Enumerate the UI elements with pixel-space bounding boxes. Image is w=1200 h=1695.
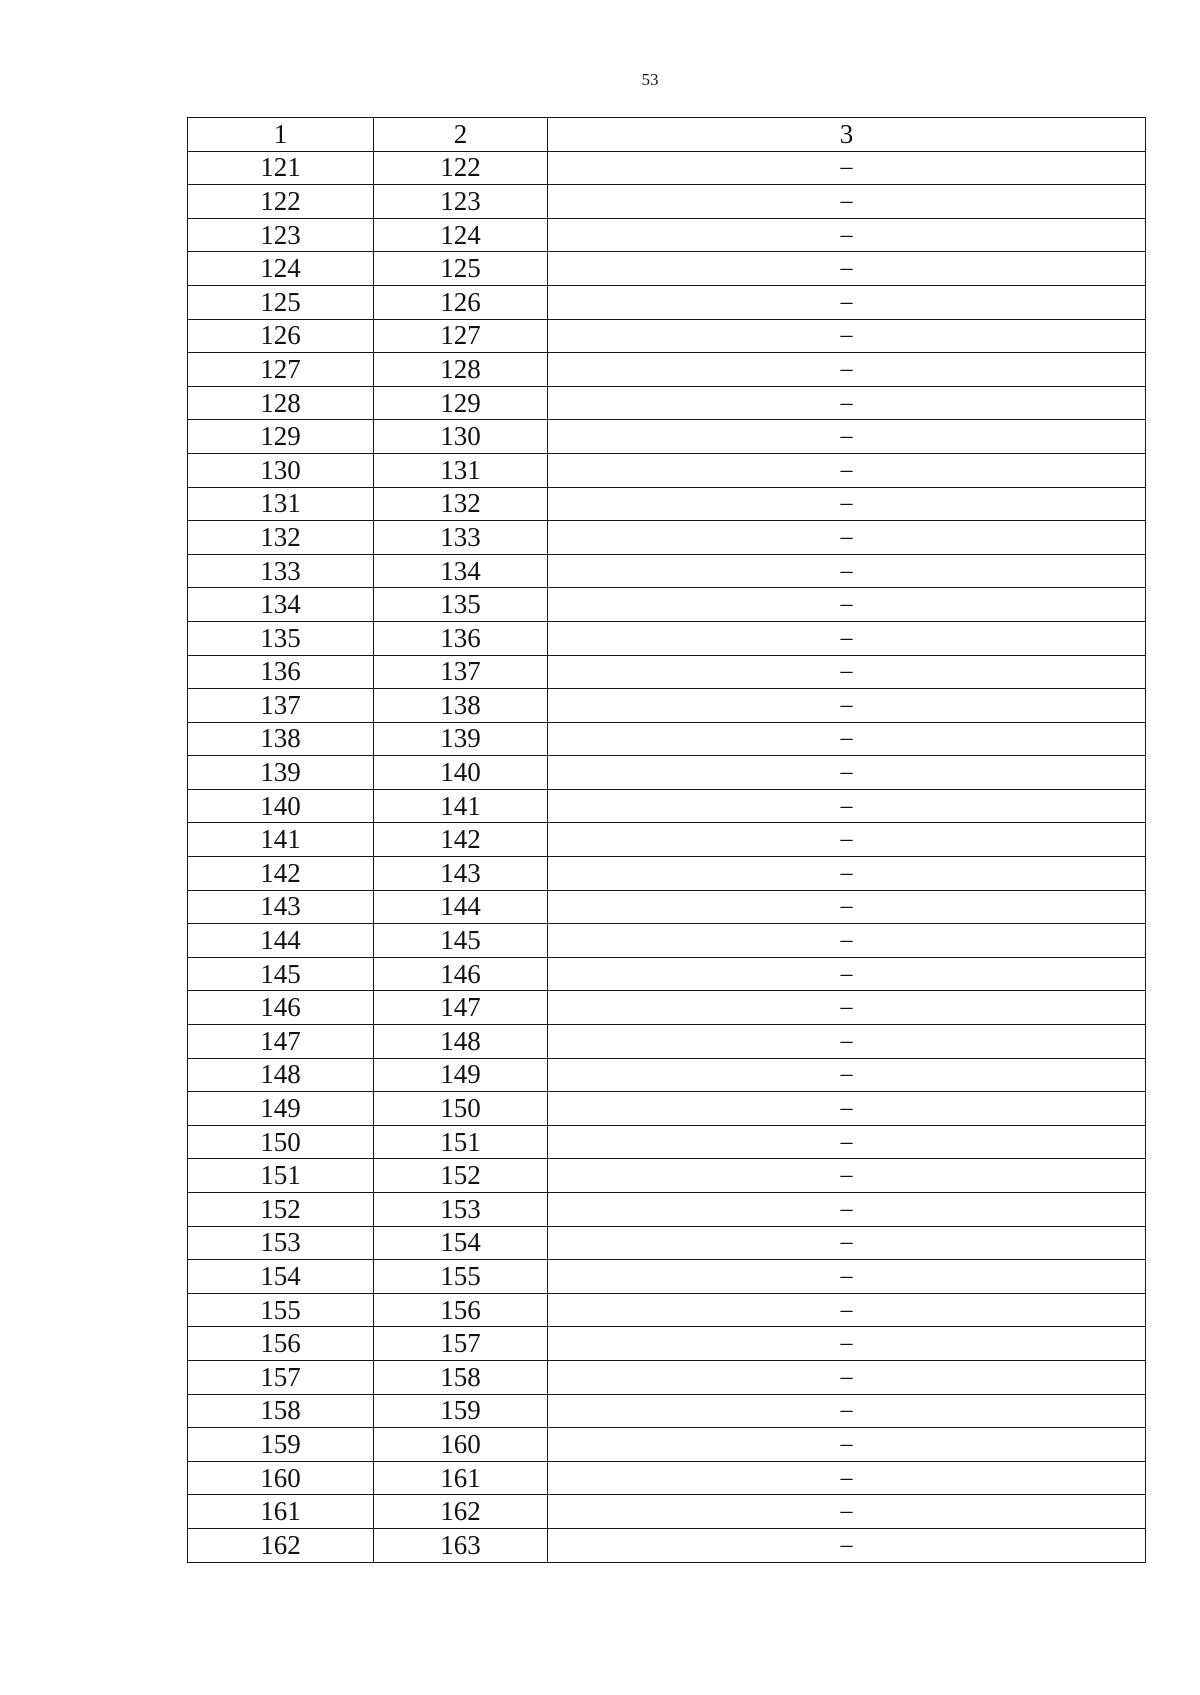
table-cell-col1: 154 bbox=[188, 1260, 374, 1294]
table-cell-col2: 122 bbox=[374, 151, 548, 185]
table-cell-col1: 122 bbox=[188, 185, 374, 219]
table-cell-col1: 134 bbox=[188, 588, 374, 622]
table-row bbox=[188, 252, 1146, 286]
table-cell-col1: 129 bbox=[188, 420, 374, 454]
table-cell-col2: 142 bbox=[374, 823, 548, 857]
table-cell-col3: – bbox=[548, 285, 1146, 319]
table-cell-col3: – bbox=[548, 319, 1146, 353]
table-row bbox=[188, 420, 1146, 454]
table-cell-col1: 127 bbox=[188, 353, 374, 387]
table-cell-col2: 131 bbox=[374, 453, 548, 487]
table-row bbox=[188, 588, 1146, 622]
table-cell-col3: – bbox=[548, 1260, 1146, 1294]
table-cell-col1: 142 bbox=[188, 857, 374, 891]
table-cell-col1: 158 bbox=[188, 1394, 374, 1428]
table-cell-col3: – bbox=[548, 353, 1146, 387]
table-cell-col2: 124 bbox=[374, 218, 548, 252]
table-cell-col1: 128 bbox=[188, 386, 374, 420]
table-row bbox=[188, 1260, 1146, 1294]
table-row bbox=[188, 621, 1146, 655]
table-cell-col1: 152 bbox=[188, 1193, 374, 1227]
table-cell-col1: 160 bbox=[188, 1461, 374, 1495]
table-row bbox=[188, 1461, 1146, 1495]
table-row bbox=[188, 1528, 1146, 1562]
table-cell-col3: – bbox=[548, 151, 1146, 185]
table-cell-col1: 141 bbox=[188, 823, 374, 857]
table-cell-col1: 136 bbox=[188, 655, 374, 689]
column-header-1: 1 bbox=[188, 118, 374, 152]
table-cell-col1: 139 bbox=[188, 756, 374, 790]
table-cell-col2: 139 bbox=[374, 722, 548, 756]
table-cell-col3: – bbox=[548, 655, 1146, 689]
table-cell-col3: – bbox=[548, 924, 1146, 958]
table-cell-col3: – bbox=[548, 789, 1146, 823]
table-cell-col1: 131 bbox=[188, 487, 374, 521]
table-cell-col2: 138 bbox=[374, 689, 548, 723]
table-row bbox=[188, 1092, 1146, 1126]
table-cell-col1: 132 bbox=[188, 521, 374, 555]
table-row bbox=[188, 991, 1146, 1025]
table-cell-col1: 133 bbox=[188, 554, 374, 588]
table-cell-col3: – bbox=[548, 1293, 1146, 1327]
table-cell-col2: 160 bbox=[374, 1428, 548, 1462]
table-cell-col2: 154 bbox=[374, 1226, 548, 1260]
table-cell-col3: – bbox=[548, 957, 1146, 991]
table-cell-col1: 138 bbox=[188, 722, 374, 756]
table-cell-col3: – bbox=[548, 521, 1146, 555]
table-cell-col2: 127 bbox=[374, 319, 548, 353]
table-cell-col3: – bbox=[548, 1360, 1146, 1394]
table-cell-col1: 140 bbox=[188, 789, 374, 823]
table-cell-col3: – bbox=[548, 1058, 1146, 1092]
table-cell-col1: 149 bbox=[188, 1092, 374, 1126]
table-cell-col1: 151 bbox=[188, 1159, 374, 1193]
table-cell-col3: – bbox=[548, 756, 1146, 790]
table-row bbox=[188, 722, 1146, 756]
table-row bbox=[188, 1226, 1146, 1260]
table-row bbox=[188, 521, 1146, 555]
table-cell-col1: 123 bbox=[188, 218, 374, 252]
table-cell-col1: 121 bbox=[188, 151, 374, 185]
table-cell-col2: 155 bbox=[374, 1260, 548, 1294]
table-cell-col2: 137 bbox=[374, 655, 548, 689]
table-cell-col2: 158 bbox=[374, 1360, 548, 1394]
table-cell-col1: 124 bbox=[188, 252, 374, 286]
table-row bbox=[188, 1495, 1146, 1529]
table-cell-col3: – bbox=[548, 1193, 1146, 1227]
table-header-row bbox=[188, 118, 1146, 152]
table-cell-col3: – bbox=[548, 991, 1146, 1025]
table-cell-col1: 144 bbox=[188, 924, 374, 958]
table-row bbox=[188, 789, 1146, 823]
table-cell-col2: 134 bbox=[374, 554, 548, 588]
column-header-3: 3 bbox=[548, 118, 1146, 152]
table-cell-col2: 152 bbox=[374, 1159, 548, 1193]
table-cell-col1: 125 bbox=[188, 285, 374, 319]
table-cell-col1: 143 bbox=[188, 890, 374, 924]
table-cell-col2: 161 bbox=[374, 1461, 548, 1495]
table-cell-col3: – bbox=[548, 1495, 1146, 1529]
table-row bbox=[188, 386, 1146, 420]
table-row bbox=[188, 554, 1146, 588]
table-cell-col3: – bbox=[548, 1226, 1146, 1260]
table-row bbox=[188, 924, 1146, 958]
table-cell-col3: – bbox=[548, 588, 1146, 622]
table-row bbox=[188, 823, 1146, 857]
table-cell-col1: 146 bbox=[188, 991, 374, 1025]
table-cell-col2: 163 bbox=[374, 1528, 548, 1562]
table-cell-col1: 159 bbox=[188, 1428, 374, 1462]
table-cell-col3: – bbox=[548, 1461, 1146, 1495]
table-cell-col2: 151 bbox=[374, 1125, 548, 1159]
table-cell-col2: 132 bbox=[374, 487, 548, 521]
table-cell-col3: – bbox=[548, 487, 1146, 521]
table-row bbox=[188, 487, 1146, 521]
table-cell-col3: – bbox=[548, 185, 1146, 219]
table-row bbox=[188, 285, 1146, 319]
table-cell-col2: 140 bbox=[374, 756, 548, 790]
table-cell-col3: – bbox=[548, 1092, 1146, 1126]
table-body bbox=[188, 118, 1146, 1563]
table-cell-col1: 155 bbox=[188, 1293, 374, 1327]
table-cell-col2: 126 bbox=[374, 285, 548, 319]
table-cell-col3: – bbox=[548, 1327, 1146, 1361]
table-row bbox=[188, 957, 1146, 991]
table-row bbox=[188, 151, 1146, 185]
table-row bbox=[188, 1293, 1146, 1327]
table-cell-col2: 150 bbox=[374, 1092, 548, 1126]
table-row bbox=[188, 453, 1146, 487]
table-cell-col1: 161 bbox=[188, 1495, 374, 1529]
table-cell-col3: – bbox=[548, 621, 1146, 655]
table-cell-col3: – bbox=[548, 722, 1146, 756]
table-cell-col1: 157 bbox=[188, 1360, 374, 1394]
data-table bbox=[187, 117, 1146, 1563]
page-number: 53 bbox=[641, 70, 659, 89]
table-cell-col2: 133 bbox=[374, 521, 548, 555]
table-cell-col1: 145 bbox=[188, 957, 374, 991]
table-cell-col3: – bbox=[548, 689, 1146, 723]
table-cell-col3: – bbox=[548, 420, 1146, 454]
table-cell-col2: 153 bbox=[374, 1193, 548, 1227]
table-cell-col1: 148 bbox=[188, 1058, 374, 1092]
table-cell-col2: 130 bbox=[374, 420, 548, 454]
table-cell-col2: 156 bbox=[374, 1293, 548, 1327]
table-cell-col2: 129 bbox=[374, 386, 548, 420]
table-row bbox=[188, 353, 1146, 387]
table-row bbox=[188, 1394, 1146, 1428]
table-cell-col2: 123 bbox=[374, 185, 548, 219]
table-row bbox=[188, 1428, 1146, 1462]
table-cell-col1: 147 bbox=[188, 1025, 374, 1059]
table-cell-col1: 150 bbox=[188, 1125, 374, 1159]
table-cell-col1: 156 bbox=[188, 1327, 374, 1361]
table-row bbox=[188, 319, 1146, 353]
table-cell-col3: – bbox=[548, 554, 1146, 588]
table-cell-col3: – bbox=[548, 1025, 1146, 1059]
table-cell-col2: 128 bbox=[374, 353, 548, 387]
table-row bbox=[188, 185, 1146, 219]
table-cell-col3: – bbox=[548, 218, 1146, 252]
table-row bbox=[188, 1159, 1146, 1193]
table-row bbox=[188, 218, 1146, 252]
table-cell-col3: – bbox=[548, 252, 1146, 286]
table-cell-col2: 157 bbox=[374, 1327, 548, 1361]
table-cell-col2: 141 bbox=[374, 789, 548, 823]
table-cell-col3: – bbox=[548, 823, 1146, 857]
table-row bbox=[188, 689, 1146, 723]
table-cell-col3: – bbox=[548, 453, 1146, 487]
table-cell-col3: – bbox=[548, 1125, 1146, 1159]
table-cell-col2: 148 bbox=[374, 1025, 548, 1059]
table-cell-col3: – bbox=[548, 857, 1146, 891]
table-cell-col2: 125 bbox=[374, 252, 548, 286]
table-row bbox=[188, 1058, 1146, 1092]
table-cell-col2: 135 bbox=[374, 588, 548, 622]
table-cell-col3: – bbox=[548, 1528, 1146, 1562]
table-row bbox=[188, 1360, 1146, 1394]
table-row bbox=[188, 1193, 1146, 1227]
table-row bbox=[188, 857, 1146, 891]
table-cell-col1: 130 bbox=[188, 453, 374, 487]
table-cell-col2: 143 bbox=[374, 857, 548, 891]
table-row bbox=[188, 756, 1146, 790]
table-cell-col1: 126 bbox=[188, 319, 374, 353]
table-cell-col2: 162 bbox=[374, 1495, 548, 1529]
data-table-container bbox=[187, 117, 1145, 1563]
table-row bbox=[188, 655, 1146, 689]
table-cell-col2: 144 bbox=[374, 890, 548, 924]
table-cell-col2: 146 bbox=[374, 957, 548, 991]
table-cell-col3: – bbox=[548, 386, 1146, 420]
table-cell-col3: – bbox=[548, 1428, 1146, 1462]
table-cell-col1: 135 bbox=[188, 621, 374, 655]
table-row bbox=[188, 1125, 1146, 1159]
table-row bbox=[188, 1327, 1146, 1361]
table-cell-col1: 153 bbox=[188, 1226, 374, 1260]
table-cell-col2: 159 bbox=[374, 1394, 548, 1428]
table-cell-col3: – bbox=[548, 1159, 1146, 1193]
table-cell-col3: – bbox=[548, 890, 1146, 924]
table-row bbox=[188, 890, 1146, 924]
table-cell-col2: 147 bbox=[374, 991, 548, 1025]
table-cell-col2: 149 bbox=[374, 1058, 548, 1092]
table-cell-col2: 136 bbox=[374, 621, 548, 655]
table-cell-col3: – bbox=[548, 1394, 1146, 1428]
table-cell-col1: 162 bbox=[188, 1528, 374, 1562]
table-cell-col2: 145 bbox=[374, 924, 548, 958]
column-header-2: 2 bbox=[374, 118, 548, 152]
table-cell-col1: 137 bbox=[188, 689, 374, 723]
table-row bbox=[188, 1025, 1146, 1059]
